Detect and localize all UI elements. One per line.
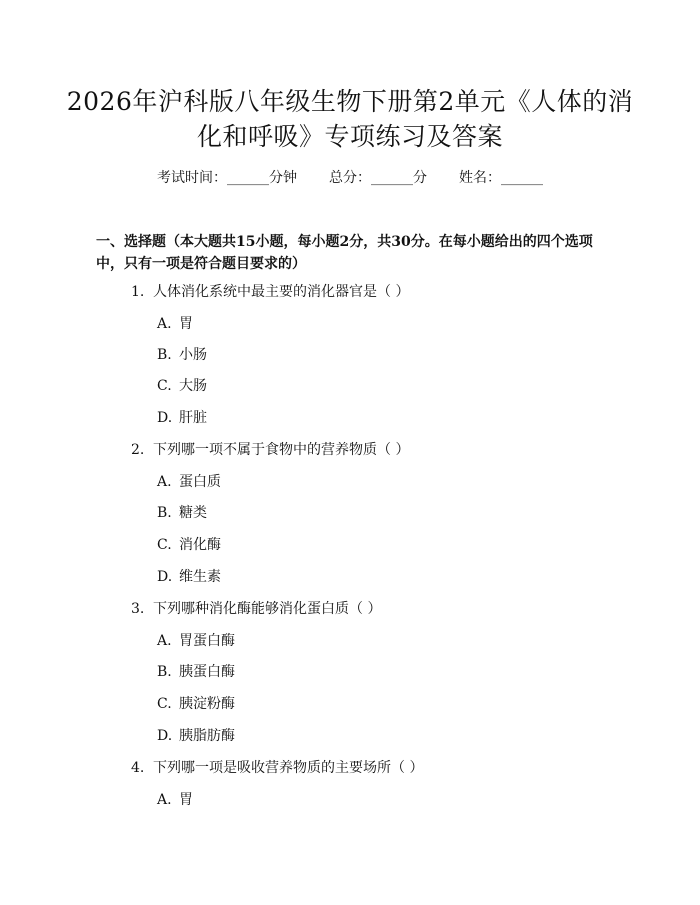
option-letter: D. [157, 569, 173, 585]
question-3-option-d [157, 726, 235, 746]
question-1-option-c [157, 376, 207, 396]
question-3 [131, 599, 381, 619]
option-letter: B. [157, 505, 172, 521]
option-text: 大肠 [179, 378, 207, 394]
option-text: 胃蛋白酶 [179, 633, 235, 649]
question-1-option-d [157, 408, 207, 428]
question-4 [131, 758, 423, 778]
exam-time-field: 考试时间：______分钟 [157, 170, 297, 186]
exam-info-line [0, 168, 700, 188]
question-1-option-b [157, 345, 207, 365]
option-letter: C. [157, 696, 172, 712]
option-text: 胰蛋白酶 [179, 664, 235, 680]
question-text: 人体消化系统中最主要的消化器官是（ ） [153, 284, 410, 300]
question-1-option-a [157, 314, 193, 334]
option-text: 肝脏 [179, 410, 207, 426]
question-number: 3. [131, 601, 145, 617]
student-name-field: 姓名：______ [459, 170, 543, 186]
option-letter: D. [157, 728, 173, 744]
question-text: 下列哪种消化酶能够消化蛋白质（ ） [153, 601, 382, 617]
question-3-option-b [157, 662, 235, 682]
total-score-field: 总分：______分 [329, 170, 427, 186]
option-letter: A. [157, 316, 172, 332]
question-2-option-b [157, 503, 207, 523]
option-text: 胰脂肪酶 [179, 728, 235, 744]
question-text: 下列哪一项不属于食物中的营养物质（ ） [153, 442, 410, 458]
question-number: 4. [131, 760, 145, 776]
option-text: 胰淀粉酶 [179, 696, 235, 712]
option-text: 维生素 [179, 569, 221, 585]
question-text: 下列哪一项是吸收营养物质的主要场所（ ） [153, 760, 424, 776]
page-title: 2026年沪科版八年级生物下册第2单元《人体的消化和呼吸》专项练习及答案 [66, 87, 634, 151]
question-2-option-a [157, 472, 221, 492]
question-4-option-a [157, 790, 193, 810]
option-letter: C. [157, 378, 172, 394]
section-heading-choice: 一、选择题（本大题共15小题，每小题2分，共30分。在每小题给出的四个选项中，只有一项是符合题目要求的） [96, 234, 593, 272]
option-letter: A. [157, 474, 172, 490]
option-text: 蛋白质 [179, 474, 221, 490]
question-2-option-c [157, 535, 221, 555]
option-letter: B. [157, 347, 172, 363]
question-3-option-c [157, 694, 235, 714]
question-3-option-a [157, 631, 235, 651]
question-2-option-d [157, 567, 221, 587]
question-1 [131, 282, 409, 302]
option-text: 消化酶 [179, 537, 221, 553]
question-number: 1. [131, 284, 145, 300]
option-letter: C. [157, 537, 172, 553]
option-letter: B. [157, 664, 172, 680]
option-letter: A. [157, 792, 172, 808]
option-letter: A. [157, 633, 172, 649]
option-text: 糖类 [179, 505, 207, 521]
option-letter: D. [157, 410, 173, 426]
question-2 [131, 440, 409, 460]
option-text: 胃 [179, 316, 193, 332]
option-text: 胃 [179, 792, 193, 808]
option-text: 小肠 [179, 347, 207, 363]
question-number: 2. [131, 442, 145, 458]
